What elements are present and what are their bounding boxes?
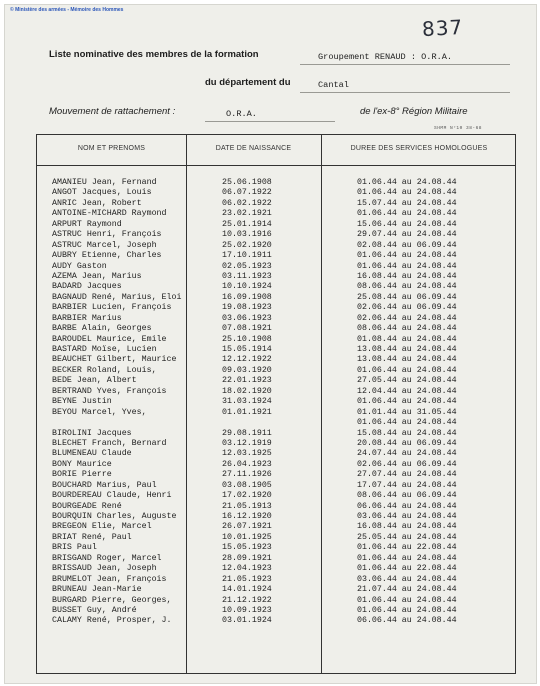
table-row <box>37 387 515 397</box>
service-duration: 17.07.44 au 24.08.44 <box>357 480 457 490</box>
table-row <box>37 575 515 585</box>
form-reference: SHMM N°10 38-68 <box>434 126 483 131</box>
service-duration: 25.05.44 au 24.08.44 <box>357 532 457 542</box>
service-duration: 25.08.44 au 06.09.44 <box>357 292 457 302</box>
birth-date: 03.06.1923 <box>222 313 272 323</box>
person-name: BIROLINI Jacques <box>52 428 132 438</box>
person-name: CALAMY René, Prosper, J. <box>52 616 172 626</box>
birth-date: 15.05.1923 <box>222 543 272 553</box>
birth-date: 10.01.1925 <box>222 532 272 542</box>
service-duration: 08.06.44 au 06.09.44 <box>357 491 457 501</box>
table-row <box>37 220 515 230</box>
birth-date: 21.05.1913 <box>222 501 272 511</box>
person-name: ARPURT Raymond <box>52 219 122 229</box>
birth-date: 25.10.1908 <box>222 334 272 344</box>
region-label: de l'ex-8° Région Militaire <box>360 106 468 117</box>
person-name: BLUMENEAU Claude <box>52 449 132 459</box>
service-duration: 01.01.44 au 31.05.44 <box>357 407 457 417</box>
birth-date: 03.12.1919 <box>222 438 272 448</box>
table-row <box>37 209 515 219</box>
service-duration: 01.06.44 au 24.08.44 <box>357 261 457 271</box>
table-row <box>37 262 515 272</box>
service-duration: 01.06.44 au 24.08.44 <box>357 365 457 375</box>
birth-date: 03.01.1924 <box>222 616 272 626</box>
service-duration: 02.06.44 au 24.08.44 <box>357 313 457 323</box>
person-name: BOURQUIN Charles, Auguste <box>52 512 177 521</box>
person-name: BEYOU Marcel, Yves, <box>52 407 147 417</box>
person-name: BRIS Paul <box>52 543 97 553</box>
service-duration: 01.06.44 au 24.08.44 <box>357 251 457 261</box>
birth-date: 07.08.1921 <box>222 324 272 334</box>
table-row <box>37 241 515 251</box>
table-row <box>37 512 515 522</box>
table-row <box>37 178 515 188</box>
birth-date: 16.12.1920 <box>222 512 272 521</box>
service-duration: 27.05.44 au 24.08.44 <box>357 376 457 386</box>
table-row <box>37 355 515 365</box>
birth-date: 21.05.1923 <box>222 574 272 584</box>
birth-date: 22.01.1923 <box>222 376 272 386</box>
service-duration: 02.08.44 au 06.09.44 <box>357 240 457 250</box>
person-name: ASTRUC Marcel, Joseph <box>52 240 157 250</box>
person-name: BARBE Alain, Georges <box>52 324 152 334</box>
mouvement-value: O.R.A. <box>226 109 257 119</box>
birth-date: 29.08.1911 <box>222 428 272 438</box>
person-name: BASTARD Moïse, Lucien <box>52 345 157 354</box>
table-body <box>37 178 515 627</box>
table-row <box>37 324 515 334</box>
header-divider <box>37 165 515 166</box>
birth-date: 31.03.1924 <box>222 397 272 407</box>
person-name: BRUMELOT Jean, François <box>52 574 167 584</box>
department-rule <box>300 92 510 93</box>
table-row <box>37 596 515 606</box>
person-name: BRISGAND Roger, Marcel <box>52 553 162 563</box>
person-name: BEAUCHET Gilbert, Maurice <box>52 355 177 365</box>
person-name: AUBRY Etienne, Charles <box>52 251 162 261</box>
person-name: ASTRUC Henri, François <box>52 230 162 240</box>
service-duration: 02.06.44 au 06.09.44 <box>357 303 457 313</box>
person-name: BREGEON Elie, Marcel <box>52 522 152 532</box>
service-duration: 03.06.44 au 24.08.44 <box>357 512 457 521</box>
service-duration: 01.06.44 au 24.08.44 <box>357 178 457 187</box>
birth-date: 17.02.1920 <box>222 491 272 501</box>
title-line: Liste nominative des membres de la formation <box>49 49 259 60</box>
table-row <box>37 564 515 574</box>
department-label: du département du <box>205 77 291 88</box>
person-name: BURGARD Pierre, Georges, <box>52 595 172 605</box>
service-duration: 01.06.44 au 24.08.44 <box>357 605 457 615</box>
service-duration: 01.06.44 au 22.08.44 <box>357 564 457 574</box>
service-duration: 03.06.44 au 24.08.44 <box>357 574 457 584</box>
person-name: BRUNEAU Jean-Marie <box>52 585 142 595</box>
birth-date: 26.07.1921 <box>222 522 272 532</box>
service-duration: 06.06.44 au 24.08.44 <box>357 616 457 626</box>
column-header-birthdate: DATE DE NAISSANCE <box>215 145 292 152</box>
mouvement-label: Mouvement de rattachement : <box>49 106 176 117</box>
table-row <box>37 397 515 407</box>
person-name: AZEMA Jean, Marius <box>52 271 142 281</box>
table-row <box>37 439 515 449</box>
birth-date: 01.01.1921 <box>222 407 272 417</box>
birth-date: 10.10.1924 <box>222 282 272 292</box>
birth-date: 25.01.1914 <box>222 219 272 229</box>
service-duration: 08.06.44 au 24.08.44 <box>357 324 457 334</box>
birth-date: 15.05.1914 <box>222 345 272 354</box>
service-duration: 08.06.44 au 24.08.44 <box>357 282 457 292</box>
birth-date: 27.11.1926 <box>222 470 272 480</box>
birth-date: 06.02.1922 <box>222 198 272 208</box>
table-row <box>37 606 515 616</box>
service-duration: 01.08.44 au 24.08.44 <box>357 334 457 344</box>
formation-rule <box>300 64 510 65</box>
service-duration: 01.06.44 au 24.08.44 <box>357 553 457 563</box>
person-name: BRISSAUD Jean, Joseph <box>52 564 157 574</box>
service-duration: 01.06.44 au 24.08.44 <box>357 595 457 605</box>
person-name: AMANIEU Jean, Fernand <box>52 178 157 187</box>
birth-date: 19.08.1923 <box>222 303 272 313</box>
person-name: BERTRAND Yves, François <box>52 386 167 396</box>
service-duration: 20.08.44 au 06.09.44 <box>357 438 457 448</box>
service-duration: 01.06.44 au 24.08.44 <box>357 397 457 407</box>
table-row <box>37 543 515 553</box>
table-row <box>37 293 515 303</box>
table-row <box>37 199 515 209</box>
service-duration: 06.06.44 au 24.08.44 <box>357 501 457 511</box>
table-row <box>37 230 515 240</box>
birth-date: 03.08.1905 <box>222 480 272 490</box>
table-row <box>37 303 515 313</box>
person-name: BUSSET Guy, André <box>52 605 137 615</box>
person-name: ANTOINE-MICHARD Raymond <box>52 209 167 219</box>
person-name: AUDY Gaston <box>52 261 107 271</box>
handwritten-page-number: 837 <box>421 14 464 42</box>
birth-date: 25.06.1908 <box>222 178 272 187</box>
service-duration: 02.06.44 au 06.09.44 <box>357 459 457 469</box>
table-row <box>37 470 515 480</box>
table-row <box>37 418 515 428</box>
service-duration: 16.08.44 au 24.08.44 <box>357 271 457 281</box>
service-duration: 29.07.44 au 24.08.44 <box>357 230 457 240</box>
table-row <box>37 335 515 345</box>
table-row <box>37 188 515 198</box>
birth-date: 23.02.1921 <box>222 209 272 219</box>
table-row <box>37 481 515 491</box>
person-name: BARBIER Marius <box>52 313 122 323</box>
birth-date: 12.12.1922 <box>222 355 272 365</box>
formation-value: Groupement RENAUD : O.R.A. <box>318 52 453 62</box>
service-duration: 13.08.44 au 24.08.44 <box>357 345 457 354</box>
birth-date: 26.04.1923 <box>222 459 272 469</box>
service-duration: 16.08.44 au 24.08.44 <box>357 522 457 532</box>
person-name: BADARD Jacques <box>52 282 122 292</box>
birth-date: 18.02.1920 <box>222 386 272 396</box>
table-row <box>37 272 515 282</box>
person-name: BAROUDEL Maurice, Emile <box>52 334 167 344</box>
birth-date: 03.11.1923 <box>222 271 272 281</box>
person-name: BONY Maurice <box>52 459 112 469</box>
birth-date: 10.09.1923 <box>222 605 272 615</box>
table-row <box>37 522 515 532</box>
column-header-duration: DUREE DES SERVICES HOMOLOGUES <box>350 145 488 152</box>
service-duration: 01.06.44 au 24.08.44 <box>357 418 457 428</box>
service-duration: 12.04.44 au 24.08.44 <box>357 386 457 396</box>
table-row <box>37 429 515 439</box>
table-row <box>37 314 515 324</box>
birth-date: 06.07.1922 <box>222 188 272 198</box>
table-row <box>37 502 515 512</box>
table-row <box>37 554 515 564</box>
table-row <box>37 345 515 355</box>
birth-date: 21.12.1922 <box>222 595 272 605</box>
person-name: BORIE Pierre <box>52 470 112 480</box>
birth-date: 10.03.1916 <box>222 230 272 240</box>
table-row <box>37 533 515 543</box>
birth-date: 02.05.1923 <box>222 261 272 271</box>
table-row <box>37 460 515 470</box>
table-row <box>37 408 515 418</box>
department-value: Cantal <box>318 80 349 90</box>
birth-date: 12.03.1925 <box>222 449 272 459</box>
person-name: ANRIC Jean, Robert <box>52 198 142 208</box>
person-name: BARBIER Lucien, François <box>52 303 172 313</box>
person-name: BOURDEREAU Claude, Henri <box>52 491 172 501</box>
person-name: ANGOT Jacques, Louis <box>52 188 152 198</box>
service-duration: 15.07.44 au 24.08.44 <box>357 198 457 208</box>
table-row <box>37 491 515 501</box>
person-name: BEDE Jean, Albert <box>52 376 137 386</box>
service-duration: 13.08.44 au 24.08.44 <box>357 355 457 365</box>
table-row <box>37 616 515 626</box>
service-duration: 15.08.44 au 24.08.44 <box>357 428 457 438</box>
service-duration: 21.07.44 au 24.08.44 <box>357 585 457 595</box>
birth-date: 17.10.1911 <box>222 251 272 261</box>
table-row <box>37 282 515 292</box>
mouvement-rule <box>205 121 335 122</box>
table-row <box>37 585 515 595</box>
birth-date: 09.03.1920 <box>222 365 272 375</box>
service-duration: 15.06.44 au 24.08.44 <box>357 219 457 229</box>
person-name: BOUCHARD Marius, Paul <box>52 480 157 490</box>
person-name: BRIAT René, Paul <box>52 532 132 542</box>
birth-date: 28.09.1921 <box>222 553 272 563</box>
birth-date: 14.01.1924 <box>222 585 272 595</box>
table-row <box>37 251 515 261</box>
table-row <box>37 376 515 386</box>
person-name: BOURGEADE René <box>52 501 122 511</box>
person-name: BEYNE Justin <box>52 397 112 407</box>
service-duration: 24.07.44 au 24.08.44 <box>357 449 457 459</box>
personnel-table <box>36 134 516 674</box>
service-duration: 01.06.44 au 22.08.44 <box>357 543 457 553</box>
person-name: BLECHET Franch, Bernard <box>52 438 167 448</box>
person-name: BECKER Roland, Louis, <box>52 365 157 375</box>
service-duration: 01.06.44 au 24.08.44 <box>357 209 457 219</box>
table-row <box>37 449 515 459</box>
birth-date: 16.09.1908 <box>222 292 272 302</box>
birth-date: 25.02.1920 <box>222 240 272 250</box>
copyright-notice: © Ministère des armées - Mémoire des Hommes <box>10 7 124 13</box>
table-row <box>37 366 515 376</box>
service-duration: 01.06.44 au 24.08.44 <box>357 188 457 198</box>
birth-date: 12.04.1923 <box>222 564 272 574</box>
person-name: BAGNAUD René, Marius, Eloi <box>52 292 182 302</box>
service-duration: 27.07.44 au 24.08.44 <box>357 470 457 480</box>
column-header-name: NOM ET PRENOMS <box>77 145 146 152</box>
